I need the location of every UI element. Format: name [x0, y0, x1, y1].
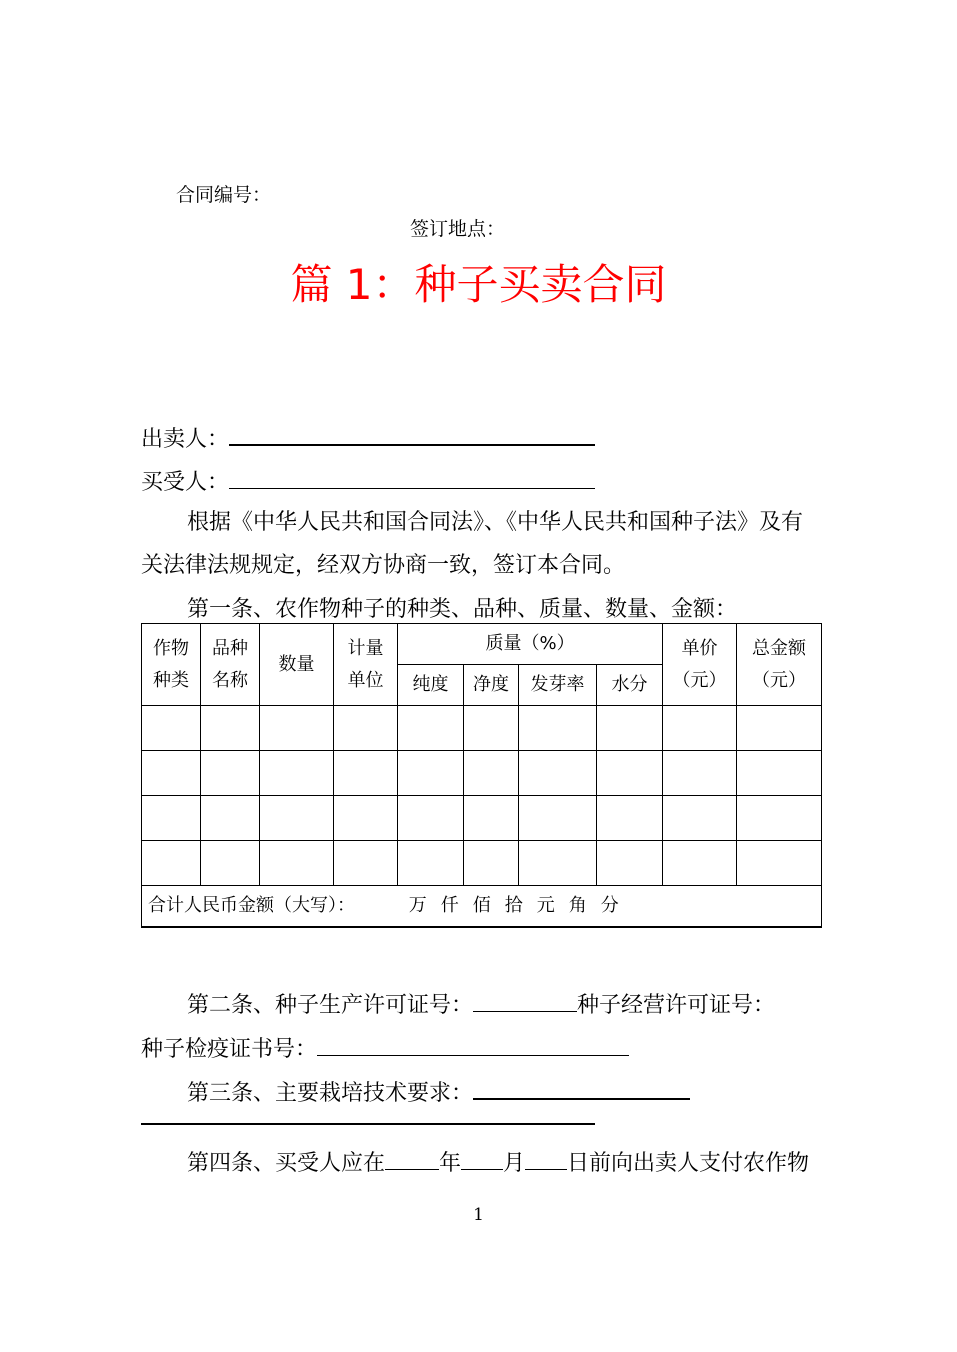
year-blank[interactable]	[385, 1145, 439, 1170]
seller-label: 出卖人：	[141, 427, 230, 452]
header-unit: 计量 单位	[334, 624, 398, 706]
table-row	[142, 751, 822, 796]
total-units: 万 仟 佰 拾 元 角 分	[408, 895, 619, 916]
header-quality: 质量（%）	[398, 624, 663, 665]
article-4-line: 第四条、买受人应在 年 月 日前向出卖人支付农作物	[187, 1145, 809, 1179]
seller-blank[interactable]	[229, 420, 595, 446]
article-2-line-2	[141, 1031, 629, 1065]
header-unit-price: 单价 （元）	[663, 624, 737, 706]
header-moisture: 水分	[597, 665, 663, 706]
table-row	[142, 706, 822, 751]
signing-place-label: 签订地点：	[410, 218, 506, 240]
buyer-blank[interactable]	[229, 464, 595, 489]
cultivation-requirements-blank[interactable]	[473, 1074, 690, 1100]
buyer-line	[141, 464, 595, 498]
table-row	[142, 841, 822, 886]
table-row	[142, 796, 822, 841]
article-1-heading: 第一条、农作物种子的种类、品种、质量、数量、金额：	[187, 597, 738, 622]
buyer-label: 买受人：	[141, 470, 230, 495]
total-label: 合计人民币金额（大写）：	[148, 895, 355, 916]
intro-line-1: 根据《中华人民共和国合同法》、《中华人民共和国种子法》及有	[187, 510, 804, 535]
cultivation-requirements-blank-2[interactable]	[141, 1123, 595, 1125]
header-germination-rate: 发芽率	[519, 665, 597, 706]
header-total-amount: 总金额 （元）	[737, 624, 822, 706]
quarantine-cert-blank[interactable]	[317, 1031, 629, 1056]
quarantine-cert-label: 种子检疫证书号：	[141, 1037, 318, 1062]
intro-line-2: 关法律法规规定，经双方协商一致，签订本合同。	[141, 553, 626, 578]
article-2-line-1	[187, 987, 775, 1021]
header-crop-type: 作物 种类	[142, 624, 201, 706]
production-license-label: 第二条、种子生产许可证号：	[187, 993, 474, 1018]
total-row	[142, 886, 822, 928]
contract-number-label: 合同编号：	[176, 184, 272, 206]
article-3-label: 第三条、主要栽培技术要求：	[187, 1081, 474, 1106]
business-license-label: 种子经营许可证号：	[577, 993, 776, 1018]
production-license-blank[interactable]	[473, 987, 577, 1012]
header-purity: 纯度	[398, 665, 464, 706]
page-number: 1	[473, 1205, 484, 1225]
seller-line	[141, 420, 595, 455]
article-3-line	[187, 1074, 690, 1109]
day-blank[interactable]	[525, 1145, 567, 1170]
header-variety-name: 品种 名称	[201, 624, 260, 706]
header-cleanliness: 净度	[464, 665, 519, 706]
header-quantity: 数量	[260, 624, 334, 706]
month-blank[interactable]	[461, 1145, 503, 1170]
document-title: 篇 1：种子买卖合同	[290, 260, 667, 309]
seed-table	[141, 623, 822, 928]
